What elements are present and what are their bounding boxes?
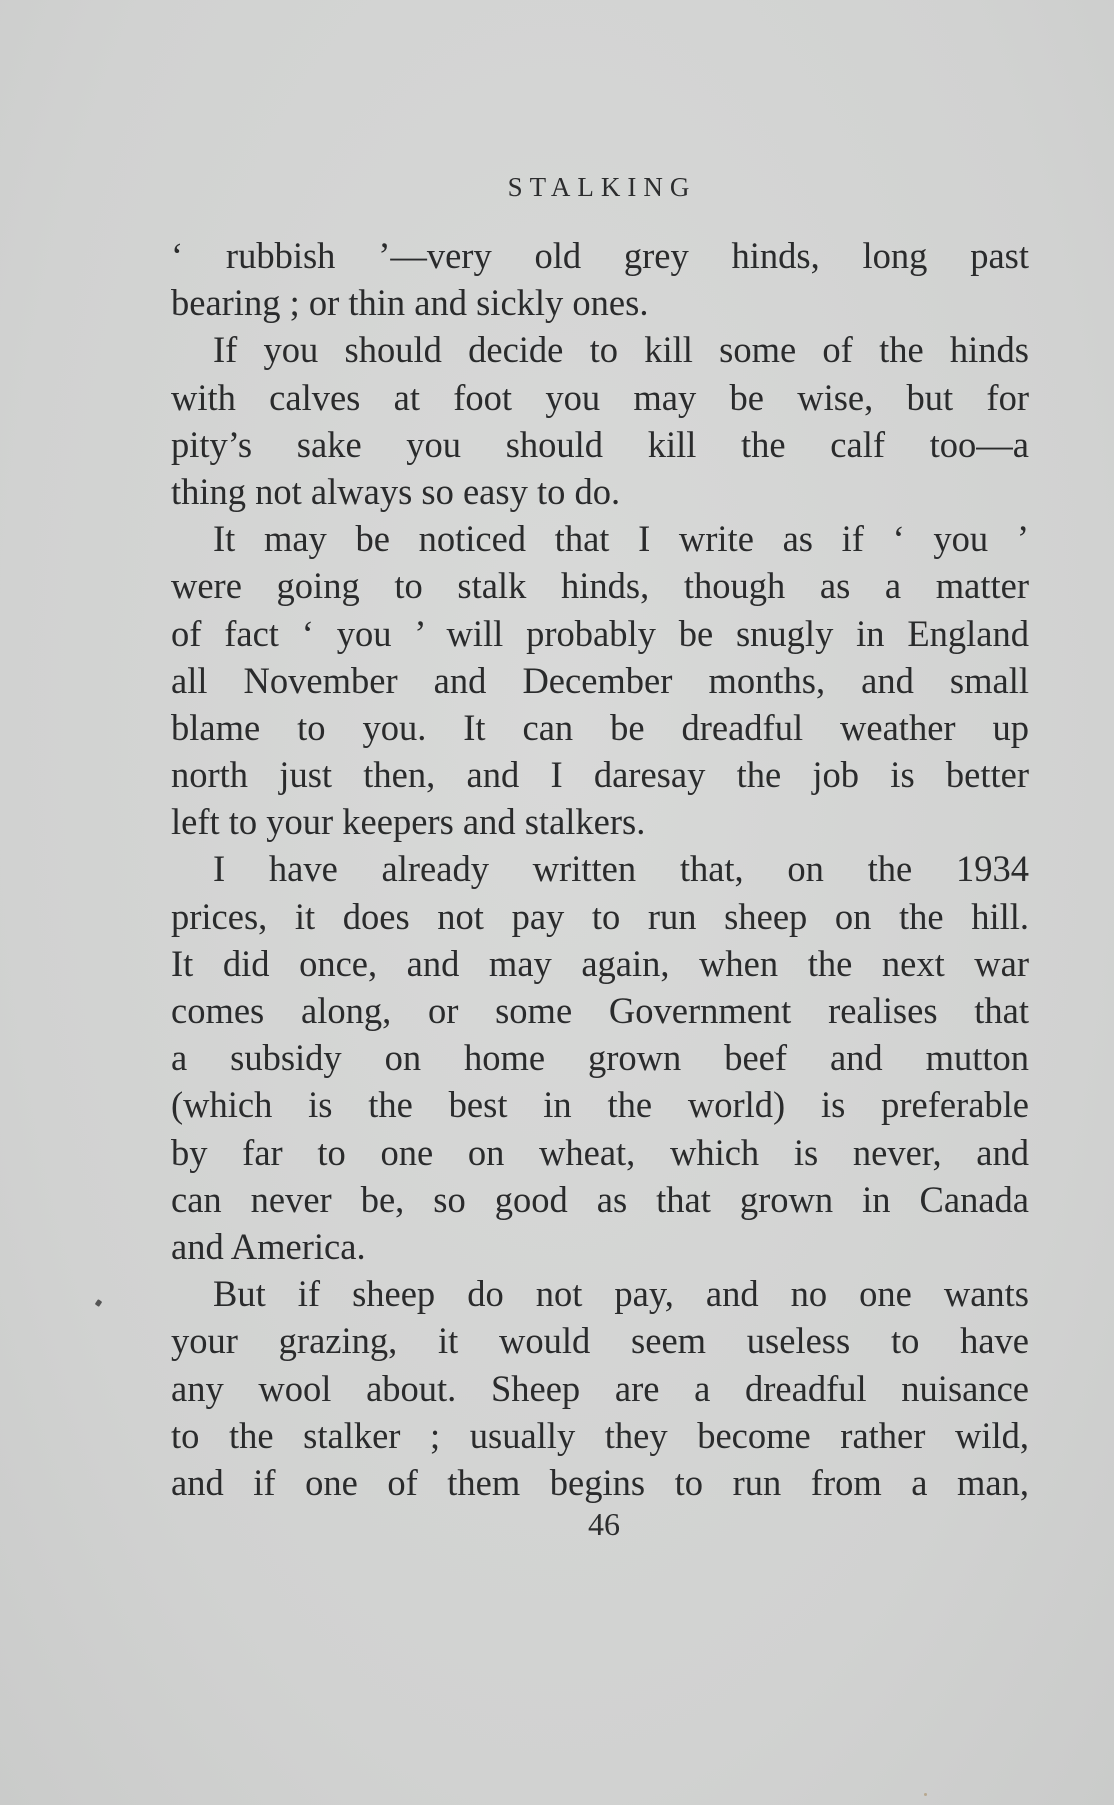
text-line: and if one of them begins to run from a man,	[171, 1461, 1029, 1503]
text-line: (which is the best in the world) is preferable	[171, 1084, 1029, 1126]
text-line: It did once, and may again, when the next war	[171, 942, 1029, 984]
text-line: It may be noticed that I write as if ‘ you ’	[213, 518, 1029, 560]
text-line: blame to you. It can be dreadful weather up	[171, 706, 1029, 748]
text-line: If you should decide to kill some of the hinds	[213, 329, 1029, 371]
text-line: ‘ rubbish ’—very old grey hinds, long past	[171, 235, 1029, 276]
paper-speck	[924, 1793, 927, 1796]
text-line: I have already written that, on the 1934	[213, 848, 1029, 890]
page-number: 46	[588, 1506, 620, 1542]
text-line: and America.	[171, 1225, 366, 1267]
text-line: of fact ‘ you ’ will probably be snugly in England	[171, 612, 1029, 654]
text-line: a subsidy on home grown beef and mutton	[171, 1037, 1029, 1079]
text-line: thing not always so easy to do.	[171, 470, 621, 512]
ink-speck	[95, 1299, 103, 1307]
body-text	[171, 232, 1029, 1506]
text-line: by far to one on wheat, which is never, and	[171, 1131, 1029, 1173]
text-line: bearing ; or thin and sickly ones.	[171, 282, 649, 324]
text-line: with calves at foot you may be wise, but for	[171, 376, 1029, 418]
running-head: STALKING	[507, 172, 697, 202]
text-line: were going to stalk hinds, though as a matter	[171, 565, 1029, 607]
text-line: can never be, so good as that grown in Canada	[171, 1178, 1029, 1220]
text-line: your grazing, it would seem useless to have	[171, 1320, 1029, 1362]
text-line: comes along, or some Government realises that	[171, 990, 1029, 1031]
text-line: But if sheep do not pay, and no one wants	[213, 1273, 1029, 1315]
text-line: any wool about. Sheep are a dreadful nuisance	[171, 1367, 1029, 1409]
text-line: left to your keepers and stalkers.	[171, 801, 646, 843]
text-line: north just then, and I daresay the job is better	[171, 754, 1029, 796]
text-line: prices, it does not pay to run sheep on the hill.	[171, 895, 1029, 937]
text-line: all November and December months, and small	[171, 659, 1029, 701]
text-line: pity’s sake you should kill the calf too—a	[171, 423, 1029, 465]
text-line: to the stalker ; usually they become rather wild,	[171, 1414, 1029, 1456]
